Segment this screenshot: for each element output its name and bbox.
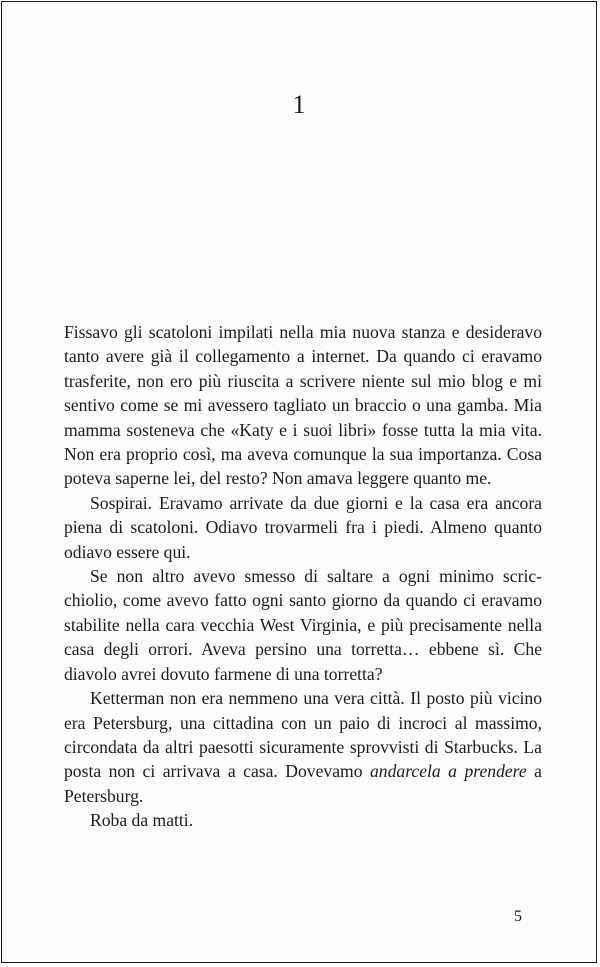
page-number: 5 bbox=[514, 908, 522, 925]
paragraph-5: Roba da matti. bbox=[90, 810, 194, 831]
chapter-number: 1 bbox=[292, 90, 306, 119]
paragraph-2: Sospirai. Eravamo arrivate da due giorni e la casa era ancora piena di scatoloni. Odiavo trovarmeli fra i piedi. Almeno quanto odiavo essere qui. bbox=[64, 492, 542, 562]
book-page bbox=[1, 1, 597, 963]
paragraph-4-text-before: Ketterman non era nemmeno una vera città. Il posto più vicino era Petersburg, una cittadina con un paio di incroci al massimo, circondata da altri paesotti sicuramente sprovvisti di Starbucks. La posta non ci arrivava a casa. Dovevamo bbox=[64, 688, 542, 782]
paragraph-4-italic-text: andarcela a prendere bbox=[370, 761, 527, 782]
paragraph-1: Fissavo gli scatoloni impilati nella mia nuova stanza e desideravo tanto avere già il collegamento a internet. Da quando ci eravamo trasferite, non ero più riuscita a scrivere niente sul mio blog e mi sentivo come se mi avessero tagliato un braccio o una gamba. Mia mamma sosteneva che «Katy e i suoi libri» fosse tutta la mia vita. Non era proprio così, ma aveva comunque la sua importanza. Cosa poteva saperne lei, del resto? Non amava leggere quanto me. bbox=[64, 322, 542, 489]
chapter-body bbox=[64, 320, 542, 833]
paragraph-3: Se non altro avevo smesso di saltare a ogni minimo scricchiolio, come avevo fatto ogni santo giorno da quando ci eravamo stabilite nella cara vecchia West Virginia, e più precisamente nella casa degli orrori. Aveva persino una torretta… ebbene sì. Che diavolo avrei dovuto farmene di una torretta? bbox=[64, 566, 542, 684]
paragraph-4-text-after: a Petersburg. bbox=[64, 761, 542, 806]
paragraph-4 bbox=[64, 686, 542, 808]
